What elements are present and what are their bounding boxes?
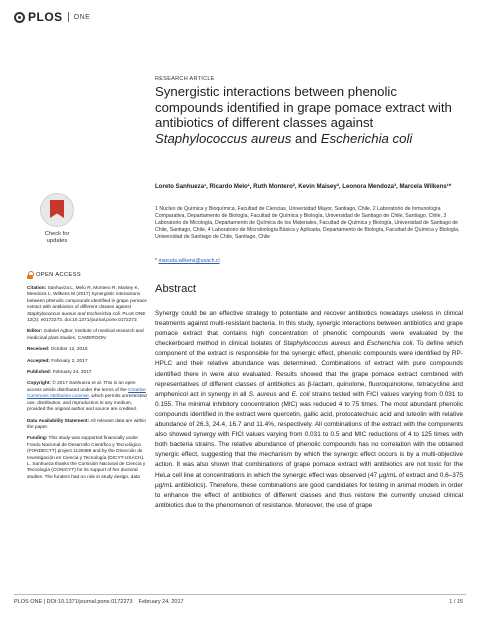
received-label: Received: <box>27 347 50 353</box>
logo-divider <box>68 12 69 22</box>
footer-citation: PLOS ONE | DOI:10.1371/journal.pone.0172273 February 24, 2017 <box>14 599 184 605</box>
accepted-label: Accepted: <box>27 358 50 364</box>
footer-divider <box>14 594 466 595</box>
title-text: Synergistic interactions between phenolic compounds identified in grape pomace extract with antibiotics of different classes against <box>155 84 452 131</box>
funding-label: Funding: <box>27 436 48 442</box>
editor-label: Editor: <box>27 329 43 335</box>
open-access-label: OPEN ACCESS <box>36 271 81 278</box>
data-availability-text: All relevant data are within the paper. <box>27 418 146 430</box>
license-link[interactable]: Creative Commons Attribution License <box>27 387 146 400</box>
journal-sub: ONE <box>73 13 91 21</box>
citation-text: Sanhueza L, Melo R, Montero R, Maisey K, Mendoza L, Wilkens M (2017) Synergistic interactions between phenolic compounds identified in grape pomace extract with antibiotics of different classes against <box>27 286 147 311</box>
abstract-text: and <box>350 340 367 348</box>
check-label-line-2: updates <box>46 238 68 244</box>
received-date: October 12, 2016 <box>49 347 88 353</box>
email-link[interactable]: marcela.wilkens@usach.cl <box>158 258 220 264</box>
citation-label: Citation: <box>27 286 47 291</box>
article-type: RESEARCH ARTICLE <box>155 76 215 82</box>
citation-species: Escherichia coli <box>86 311 120 317</box>
citation-and: and <box>76 311 87 317</box>
published-block <box>27 370 147 376</box>
data-availability-block <box>27 419 147 432</box>
title-species-1: Staphylococcus aureus <box>155 130 292 146</box>
copyright-text: © 2017 Sanhueza et al. This is an open access article distributed under the terms of the <box>27 381 136 393</box>
citation-block <box>27 286 147 324</box>
citation-species: Staphylococcus aureus <box>27 311 77 317</box>
plos-logo[interactable] <box>14 10 90 24</box>
published-label: Published: <box>27 370 52 376</box>
accepted-block <box>27 359 147 365</box>
abstract-species: Staphylococcus aureus <box>283 340 351 348</box>
open-access-badge <box>27 271 147 279</box>
funding-block <box>27 436 147 481</box>
abstract-body <box>155 309 463 511</box>
copyright-block <box>27 381 147 413</box>
affiliations: 1 Núcleo de Química y Bioquímica, Facultad de Ciencias, Universidad Mayor, Santiago, Chile, 2 Laboratorio de Inmunología Comparativa, Departamento de Biología, Facultad de Química y Biología, Universidad de Santiago de Chile, Santiago, Chile, 3 Laboratorio de Micología, Departamento de Química de los Materiales, Facultad de Química y Biología, Universidad de Santiago de Chile, Santiago, Chile, 4 Laboratorio de Microbiología Básica y Aplicada, Departamento de Biología, Facultad de Química y Biología, Universidad de Santiago de Chile, Santiago, Chile <box>155 206 460 240</box>
abstract-text: Synergy could be an effective strategy to potentiate and recover antibiotics nowadays useless in clinical treatments against multi-resistant bacteria. In this study, synergic interactions between antibiotics and grape pomace extract that contains high concentration of phenolic compounds were evaluated by the checkerboard method in clinical isolates of <box>155 310 463 348</box>
author-list: Loreto Sanhueza¹, Ricardo Melo¹, Ruth Montero², Kevin Maisey², Leonora Mendoza³, Marcela Wilkens¹* <box>155 183 452 190</box>
abstract-species: E. coli <box>291 390 310 398</box>
corresponding-email <box>155 258 220 264</box>
abstract-heading: Abstract <box>155 283 197 295</box>
published-date: February 24, 2017 <box>51 370 92 376</box>
check-for-updates-badge[interactable] <box>28 193 86 253</box>
data-availability-label: Data Availability Statement: <box>27 418 90 424</box>
abstract-species: S. aureus <box>248 390 277 398</box>
abstract-text: . To define which component of the extract is responsible for the synergic effect, phenolic compounds were identified by RP-HPLC and their relative abundance was determined. Combinations of extract with pure compounds identified there in were also evaluated. Results showed that the grape pomace extract combined with representatives of different classes of antibiotics as β-lactam, quinolone, fluoroquinolone, tetracycline and amphenicol act in synergy in all <box>155 340 463 398</box>
page-number: 1 / 15 <box>449 599 463 605</box>
corresponding-star: * <box>155 258 159 264</box>
title-species-2: Escherichia coli <box>320 130 413 146</box>
open-access-lock-icon <box>27 271 33 279</box>
title-and: and <box>291 130 321 146</box>
editor-text: Gabriel Agbor, Institute of medical research and medicinal plant studies, CAMEROON <box>27 329 144 341</box>
copyright-label: Copyright: <box>27 381 52 387</box>
citation-text: . PLoS ONE 12(2): e0172273. doi:10.1371/journal.pone.0172273 <box>27 311 146 324</box>
check-label-line-1: Check for <box>44 231 70 237</box>
funding-text: This study was supported financially under Fondo Nacional de Desarrollo Científico y Tecnológico (FONDECYT) project 1130389 and by the Dirección de Investigación en Ciencia y Tecnología (DICYT-USACH). L. Sanhueza thanks the Comisión Nacional de Ciencia y Tecnología (CONICYT) for its support of her doctoral studies. The funders had no role in study design, data <box>27 436 146 480</box>
copyright-text: , which permits unrestricted use, distribution, and reproduction in any medium, provided the original author and source are credited. <box>27 394 147 413</box>
editor-block <box>27 329 147 342</box>
accepted-date: February 2, 2017 <box>49 358 88 364</box>
article-sidebar <box>27 271 147 486</box>
plos-logo-icon <box>14 12 25 23</box>
abstract-species: Escherichia coli <box>366 340 413 348</box>
journal-name: PLOS <box>28 10 63 24</box>
abstract-text: strains tested with FICI values varying from 0.031 to 0.155. The minimal inhibitory concentration (MIC) was reduced 4 to 75 times. The most abundant phenolic compounds identified in the extract were quercetin, gallic acid, protocatechuic acid and luteolin with relative abundance of 26.3, 24.4, 16.7 and 11.4%, respectively. All combinations of the extract with the components also showed synergy with FICI values varying from 0.031 to 0.5 and MIC reductions of 4 to 125 times with both bacteria strains. The relative abundance of phenolic compounds has no correlation with the obtained synergic effect, suggesting that the mechanism by which the synergic effect occurs is by a multi-objective action. It was also shown that combinations of grape pomace extract with antibiotics are not toxic for the HeLa cell line at concentrations in which the synergic effect was observed (47 μg/mL of extract and 0.6–375 μg/mL antibiotics). Therefore, these combinations are good candidates for testing in animal models in order to enhance the effect of antibiotics of different classes and thus restore the currently unused clinical antibiotics due to the phenomenon of resistance. Moreover, the use of grape <box>155 390 464 509</box>
received-block <box>27 347 147 353</box>
check-for-updates-label <box>28 231 86 245</box>
abstract-text: and <box>276 390 292 398</box>
article-title <box>155 84 460 146</box>
